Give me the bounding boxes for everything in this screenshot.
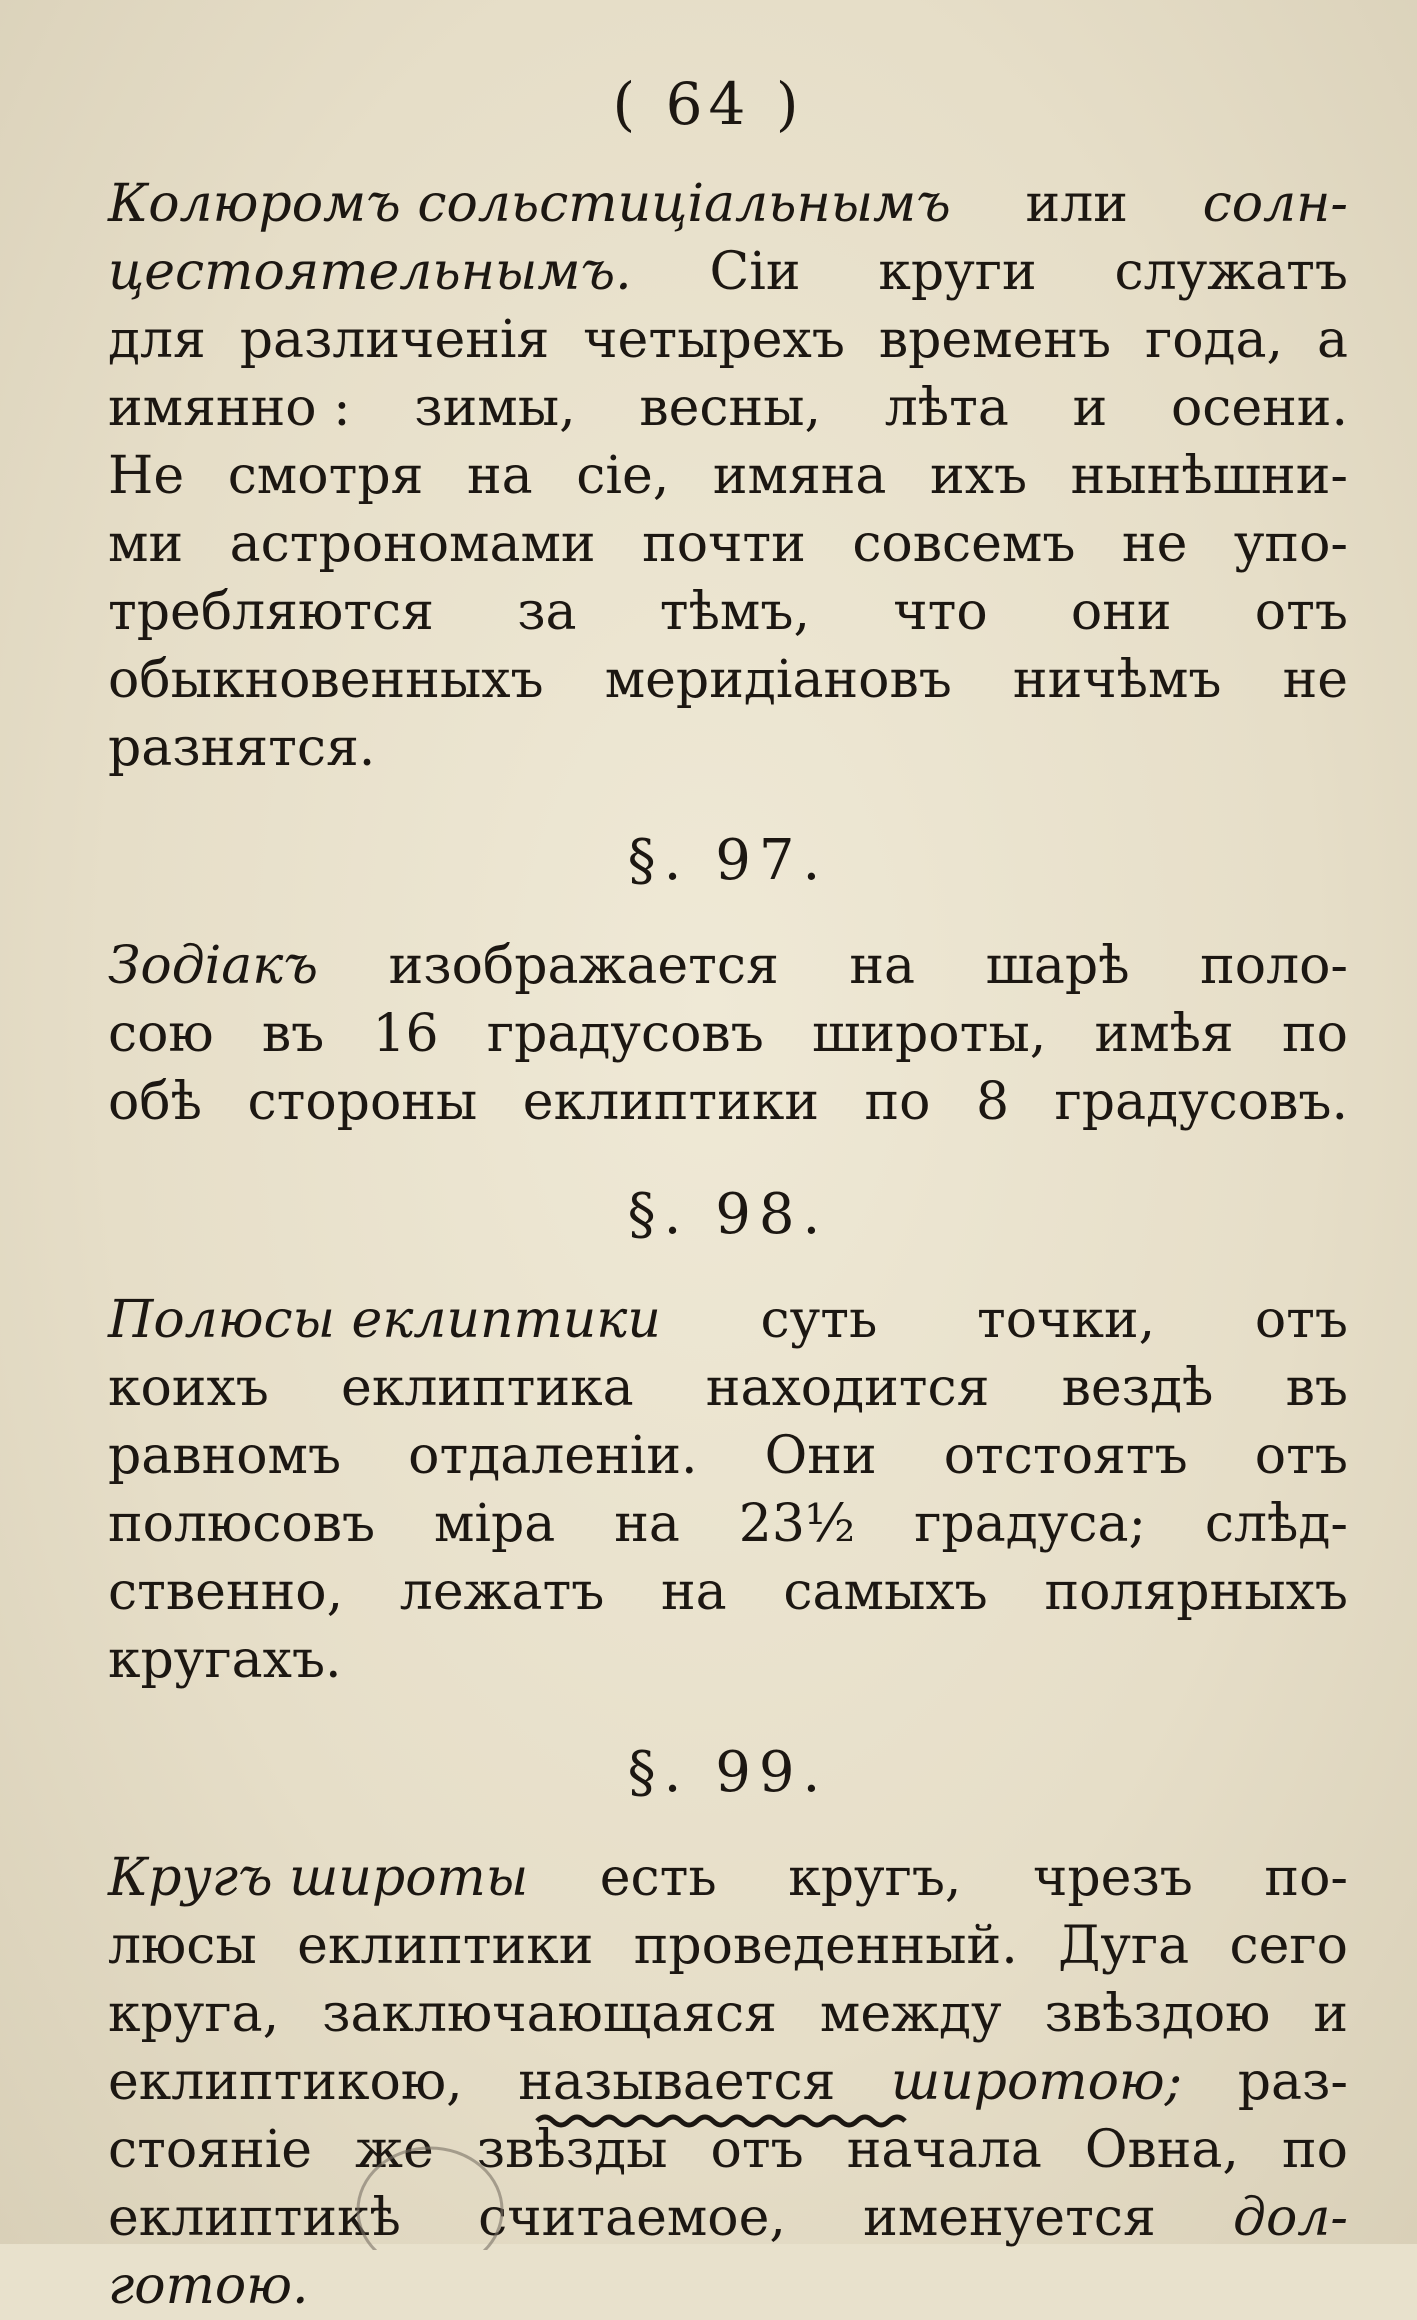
text-line: Зодіакъ изображается на шарѣ поло- [108,936,1348,996]
text-line: обѣ стороны еклиптики по 8 градусовъ. [108,1072,1348,1132]
text-line: сою въ 16 градусовъ широты, имѣя по [108,1004,1348,1064]
section-heading-97: §. 97. [627,828,829,893]
text-line: ми астрономами почти совсемъ не упо- [108,514,1348,574]
text-line: цестоятельнымъ. Сіи круги служатъ [108,242,1348,302]
text-line: равномъ отдаленіи. Они отстоятъ отъ [108,1426,1348,1486]
text-line: полюсовъ міра на 23½ градуса; слѣд- [108,1494,1348,1554]
section-heading-99: §. 99. [627,1740,829,1805]
page-number: ( 64 ) [612,70,805,138]
page-body [108,170,1348,2320]
text-line: Не смотря на сіе, имяна ихъ нынѣшни- [108,446,1348,506]
text-line: стояніе же звѣзды отъ начала Овна, по [108,2120,1348,2180]
text-line: обыкновенныхъ меридіановъ ничѣмъ не [108,650,1348,710]
library-stamp [345,2120,515,2250]
text-line: готою. [108,2256,309,2316]
text-line: Кругъ широты есть кругъ, чрезъ по- [108,1848,1348,1908]
text-line: коихъ еклиптика находится вездѣ въ [108,1358,1348,1418]
text-line: ственно, лежатъ на самыхъ полярныхъ [108,1562,1348,1622]
text-line: разнятся. [108,718,376,778]
section-heading-98: §. 98. [627,1182,829,1247]
section-99-paragraph [108,1844,1348,2320]
text-line: еклиптикою, называется широтою; раз- [108,2052,1348,2112]
ornament-rule [535,2110,915,2132]
text-line: требляются за тѣмъ, что они отъ [108,582,1348,642]
text-line: для различенія четырехъ временъ года, а [108,310,1348,370]
section-98-paragraph [108,1286,1348,1694]
text-line: Полюсы еклиптики суть точки, отъ [108,1290,1348,1350]
text-line: еклиптикѣ считаемое, именуется дол- [108,2188,1348,2248]
section-97-paragraph [108,932,1348,1136]
intro-paragraph [108,170,1348,782]
text-line: кругахъ. [108,1630,342,1690]
text-line: Колюромъ сольстиціальнымъ или солн- [108,174,1348,234]
text-line: имянно : зимы, весны, лѣта и осени. [108,378,1348,438]
text-line: круга, заключающаяся между звѣздою и [108,1984,1348,2044]
text-line: люсы еклиптики проведенный. Дуга сего [108,1916,1348,1976]
